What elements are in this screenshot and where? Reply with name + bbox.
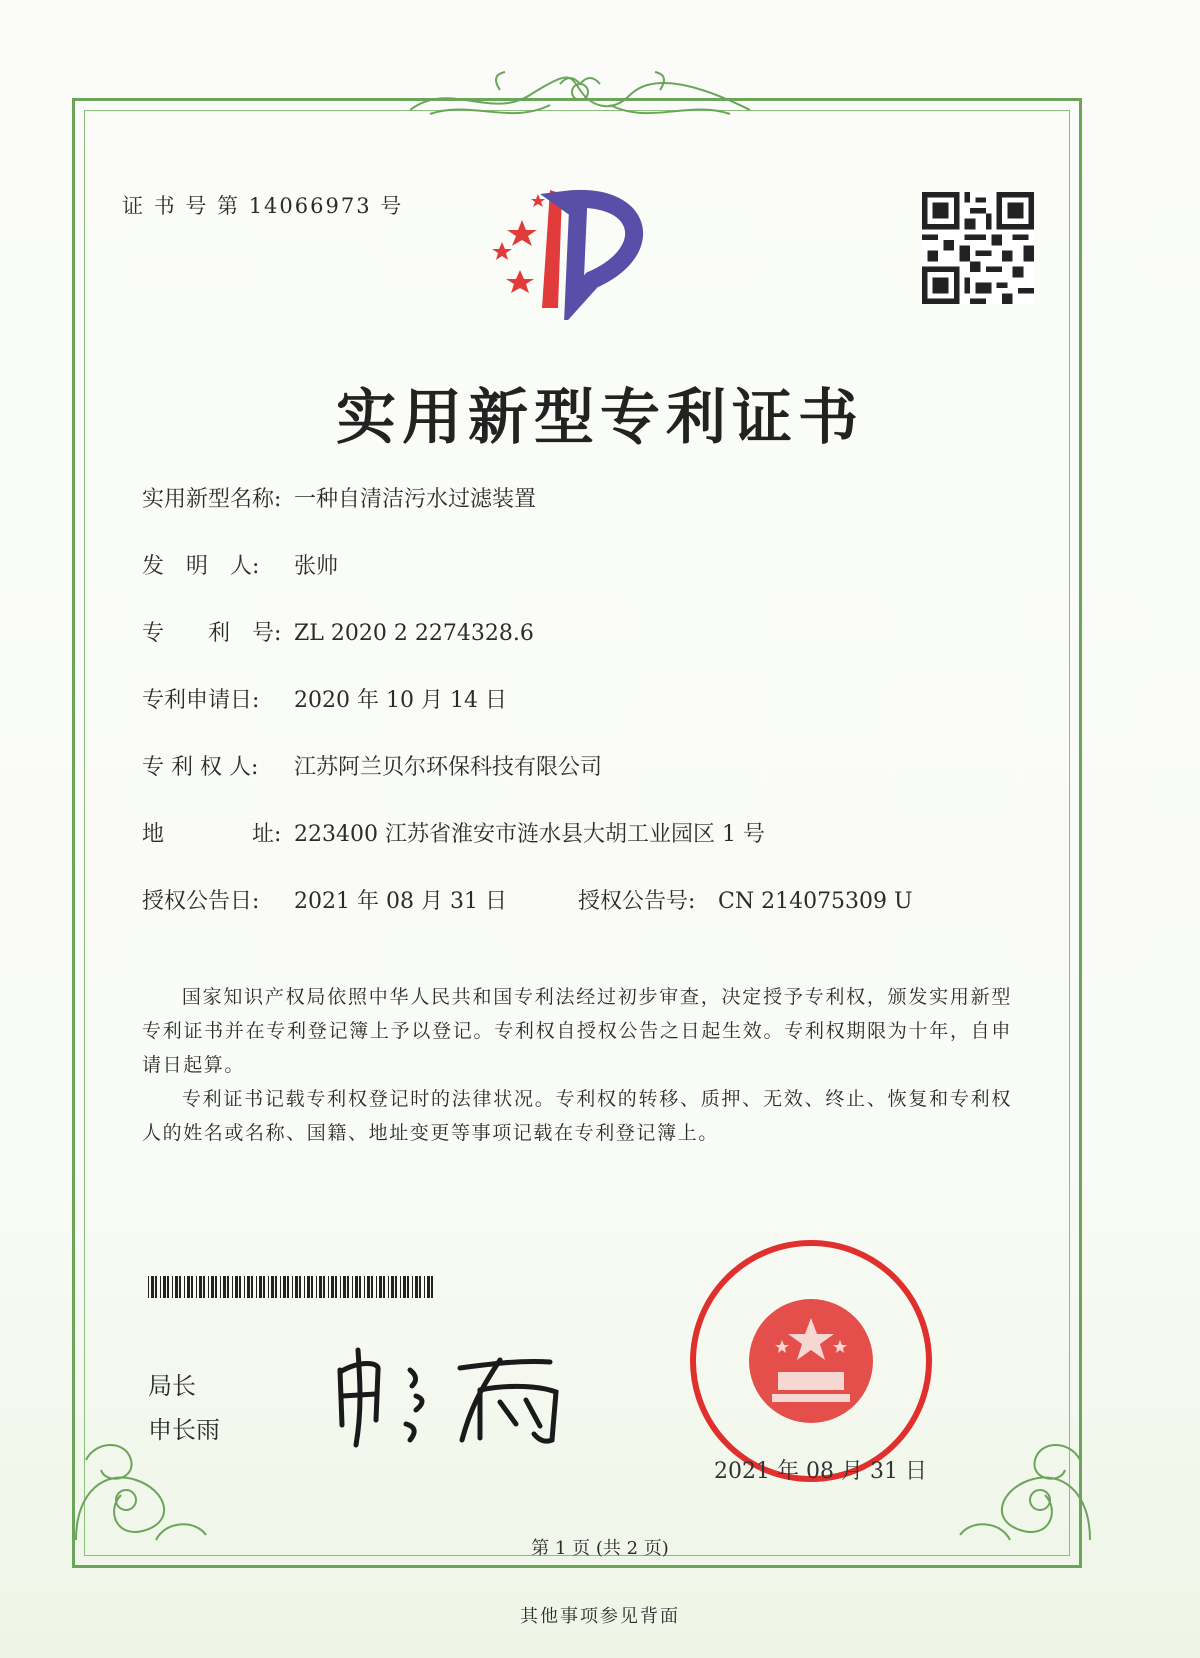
seal-date: 2021 年 08 月 31 日 [714,1459,927,1484]
field-inventor [142,549,338,580]
field-label: 发 明 人: [142,554,260,579]
field-value: 张帅 [294,554,339,579]
field-value: 江苏阿兰贝尔环保科技有限公司 [294,755,603,780]
field-label: 实用新型名称: [142,487,282,512]
field-patentee [142,750,602,781]
field-utility-model-name [142,482,536,513]
official-seal-icon [686,1236,936,1486]
field-address [142,817,765,848]
field-label: 专 利 号: [142,621,282,646]
certificate-title: 实用新型专利证书 [336,383,864,453]
qr-code [922,192,1034,304]
certificate-number: 证 书 号 第 14066973 号 [122,194,404,218]
cnipa-emblem-icon [492,180,672,320]
field-label: 专 利 权 人: [142,755,259,780]
field-value: 2020 年 10 月 14 日 [294,688,507,713]
field-label: 专利申请日: [142,688,260,713]
field-application-date [142,683,507,714]
footer-note: 其他事项参见背面 [520,1606,680,1627]
field-value: CN 214075309 U [718,889,913,914]
director-name: 申长雨 [148,1416,220,1444]
field-grant-date [142,884,507,915]
paragraph: 专利证书记载专利权登记时的法律状况。专利权的转移、质押、无效、终止、恢复和专利权人的姓名或名称、国籍、地址变更等事项记载在专利登记簿上。 [142,1088,1012,1144]
barcode [148,1276,438,1298]
field-value: 2021 年 08 月 31 日 [294,889,507,914]
page-indicator: 第 1 页 (共 2 页) [531,1538,669,1559]
certificate-body [142,980,1012,1150]
top-ornament [410,70,750,130]
field-value: 223400 江苏省淮安市涟水县大胡工业园区 1 号 [294,822,765,847]
field-label: 授权公告日: [142,889,260,914]
corner-ornament-right [950,1400,1100,1550]
field-patent-number [142,616,534,647]
field-grant-number [578,884,913,915]
field-label: 授权公告号: [578,889,696,914]
director-title: 局长 [148,1372,196,1400]
paragraph: 国家知识产权局依照中华人民共和国专利法经过初步审查，决定授予专利权，颁发实用新型专利证书并在专利登记簿上予以登记。专利权自授权公告之日起生效。专利权期限为十年，自申请日起算。 [142,986,1012,1076]
field-value: ZL 2020 2 2274328.6 [294,621,534,646]
field-label: 地 址: [142,822,282,847]
field-value: 一种自清洁污水过滤装置 [294,487,537,512]
director-signature [330,1340,580,1450]
